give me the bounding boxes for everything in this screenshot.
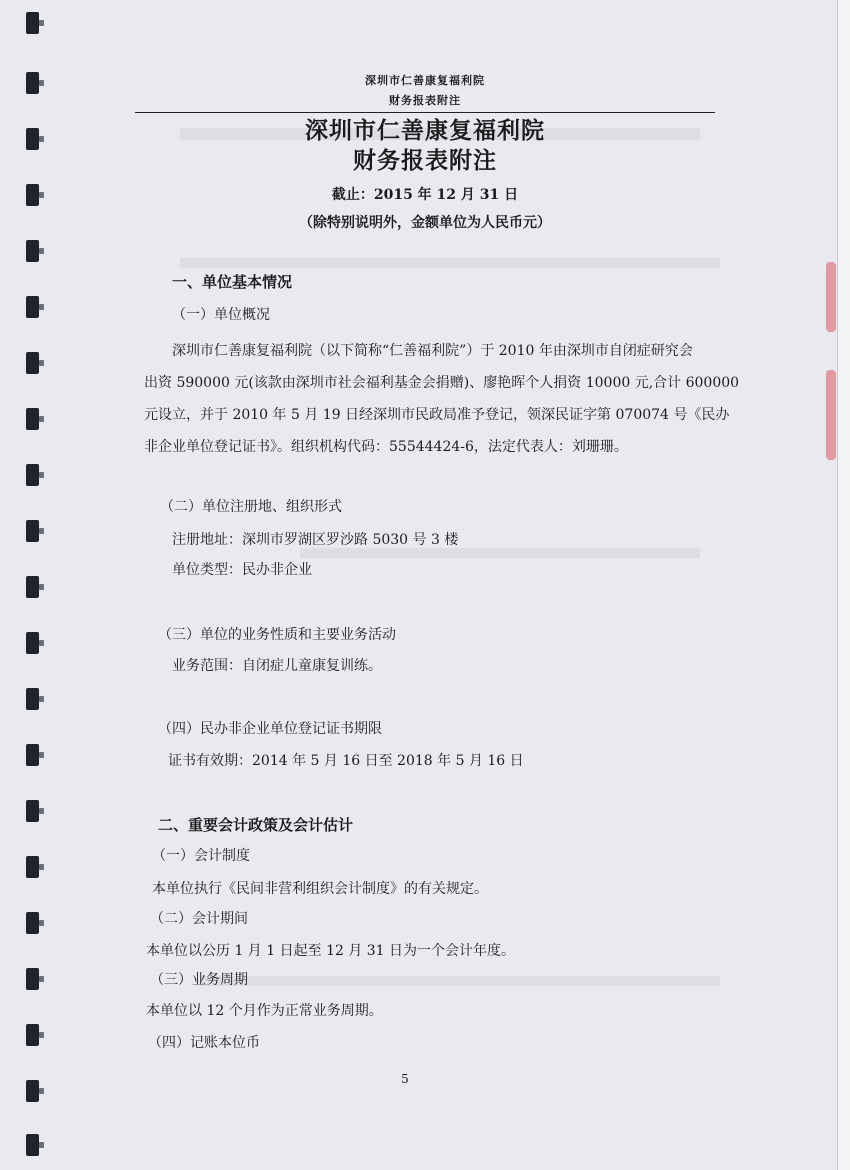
accounting-period-text: 本单位以公历 1 月 1 日起至 12 月 31 日为一个会计年度。 (146, 943, 516, 959)
running-header-line1: 深圳市仁善康复福利院 (365, 74, 485, 87)
section1-sub2-heading: （二）单位注册地、组织形式 (160, 499, 342, 515)
section2-sub4-heading: （四）记账本位币 (148, 1035, 260, 1051)
certificate-validity: 证书有效期：2014 年 5 月 16 日至 2018 年 5 月 16 日 (168, 753, 524, 769)
page-edge (837, 0, 850, 1170)
document-title-line1: 深圳市仁善康复福利院 (305, 118, 545, 144)
reverse-bleed (180, 258, 720, 268)
page-number: 5 (401, 1072, 409, 1086)
section1-sub4-heading: （四）民办非企业单位登记证书期限 (158, 721, 382, 737)
paragraph-line: 非企业单位登记证书》。组织机构代码：55544424-6，法定代表人：刘珊珊。 (144, 439, 628, 455)
section1-heading: 一、单位基本情况 (172, 273, 293, 291)
cutoff-date: 截止：2015 年 12 月 31 日 (331, 187, 519, 203)
registered-address: 注册地址：深圳市罗湖区罗沙路 5030 号 3 楼 (172, 532, 459, 548)
seal-bleed (826, 370, 836, 460)
spiral-binding (10, 10, 50, 1160)
business-cycle-text: 本单位以 12 个月作为正常业务周期。 (146, 1003, 383, 1019)
seal-bleed (826, 262, 836, 332)
accounting-system-text: 本单位执行《民间非营利组织会计制度》的有关规定。 (152, 881, 488, 897)
document-title-line2: 财务报表附注 (353, 148, 497, 174)
section2-sub1-heading: （一）会计制度 (152, 848, 250, 864)
paragraph-line: 深圳市仁善康复福利院（以下简称“仁善福利院”）于 2010 年由深圳市自闭症研究会 (172, 343, 693, 359)
business-scope: 业务范围：自闭症儿童康复训练。 (172, 658, 382, 674)
section1-sub3-heading: （三）单位的业务性质和主要业务活动 (158, 627, 396, 643)
paragraph-line: 出资 590000 元(该款由深圳市社会福利基金会捐赠)、廖艳晖个人捐资 10000 元,合计 600000 (144, 375, 740, 391)
section1-sub1-heading: （一）单位概况 (172, 307, 270, 323)
running-header-line2: 财务报表附注 (389, 94, 461, 107)
section2-sub3-heading: （三）业务周期 (150, 972, 248, 988)
reverse-bleed (300, 548, 700, 558)
paragraph-line: 元设立，并于 2010 年 5 月 19 日经深圳市民政局准予登记，领深民证字第 070074 号《民办 (144, 407, 730, 423)
reverse-bleed (200, 976, 720, 986)
section2-sub2-heading: （二）会计期间 (150, 911, 248, 927)
section2-heading: 二、重要会计政策及会计估计 (158, 816, 354, 834)
unit-type: 单位类型：民办非企业 (172, 562, 312, 578)
currency-note: （除特别说明外，金额单位为人民币元） (299, 215, 551, 231)
